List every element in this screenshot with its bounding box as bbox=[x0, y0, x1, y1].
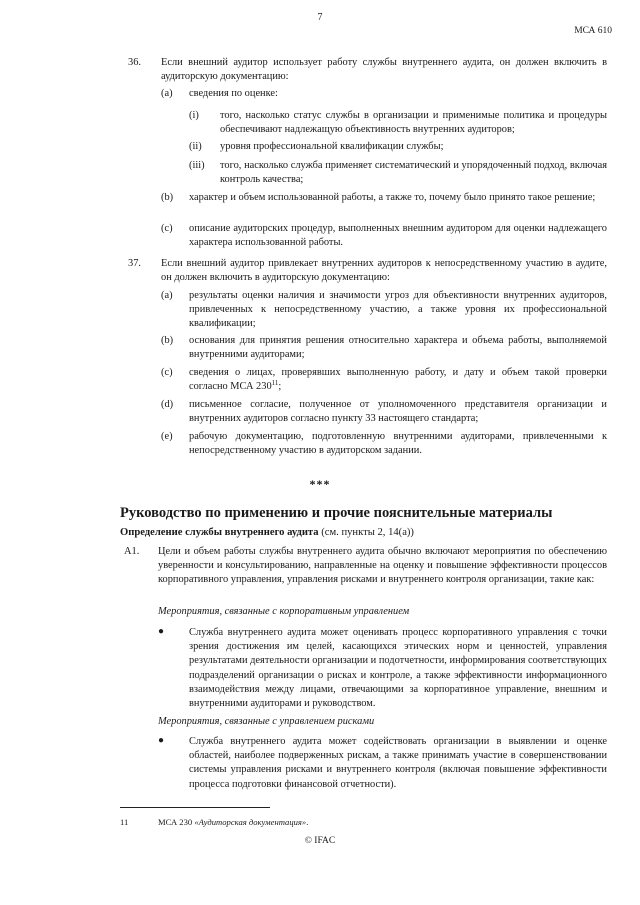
para-37b-label: (b) bbox=[161, 335, 174, 346]
para-36b-label: (b) bbox=[161, 192, 174, 203]
para-36a-label: (a) bbox=[161, 88, 173, 99]
para-37-text: Если внешний аудитор привлекает внутренних аудиторов к непосредственному участию в аудите, он должен включить в аудиторскую документацию: bbox=[161, 258, 607, 284]
para-37d-label: (d) bbox=[161, 399, 174, 410]
para-37e-label: (e) bbox=[161, 431, 173, 442]
bullet-icon: ● bbox=[158, 735, 165, 746]
governance-bullet-text: Служба внутреннего аудита может оценивать процесс корпоративного управления с точки зрения достижения им целей, касающихся этических норм и ценностей, управления результатами деятельности организации и подотчетности, информирования соответствующих подразделений организации о рисках и контроле, а также эффективности информационного взаимодействия между лицами, отвечающими за корпоративное управление, внешним и внутренними аудиторами и руководством. bbox=[189, 627, 607, 710]
para-37a-label: (a) bbox=[161, 290, 173, 301]
para-36a-i-text: того, насколько статус службы в организации и применимые политика и процедуры обеспечивают надлежащую объективность внутренних аудиторов; bbox=[220, 110, 607, 136]
para-36-number: 36. bbox=[128, 57, 141, 68]
para-a1-number: A1. bbox=[124, 546, 140, 557]
para-37c-label: (c) bbox=[161, 367, 173, 378]
footnote-text: МСА 230 «Аудиторская документация». bbox=[158, 817, 309, 827]
footnote-ref-11[interactable]: 11 bbox=[271, 379, 279, 388]
para-36c-text: описание аудиторских процедур, выполненных внешним аудитором для оценки надлежащего характера использованной работы. bbox=[189, 223, 607, 249]
para-37b-text: основания для принятия решения относительно характера и объема работы, выполняемой внутренними аудиторами; bbox=[189, 335, 607, 361]
para-36b-text: характер и объем использованной работы, а также то, почему было принято такое решение; bbox=[189, 192, 596, 203]
footnote-divider bbox=[120, 807, 270, 808]
para-36-text: Если внешний аудитор использует работу службы внутреннего аудита, он должен включить в аудиторскую документацию: bbox=[161, 57, 607, 83]
para-36a-iii-text: того, насколько служба применяет систематический и упорядоченный подход, включая контроль качества; bbox=[220, 160, 607, 186]
copyright: © IFAC bbox=[304, 836, 336, 846]
footnote-number: 11 bbox=[120, 817, 129, 827]
para-36c-label: (c) bbox=[161, 223, 173, 234]
para-37e-text: рабочую документацию, подготовленную внутренними аудиторами, привлеченными к непосредственному участию в аудиторском задании. bbox=[189, 431, 607, 457]
para-36a-text: сведения по оценке: bbox=[189, 88, 278, 99]
para-36a-i-label: (i) bbox=[189, 110, 199, 121]
standard-code: МСА 610 bbox=[574, 26, 612, 36]
para-a1-text: Цели и объем работы службы внутреннего аудита обычно включают мероприятия по обеспечению уверенности и консультированию, направленные на оценку и повышение эффективности процессов корпоративного управления, управления рисками и внутреннего контроля организации, такие как: bbox=[158, 546, 607, 586]
guidance-title: Руководство по применению и прочие пояснительные материалы bbox=[120, 505, 553, 521]
para-36a-ii-text: уровня профессиональной квалификации службы; bbox=[220, 141, 444, 152]
para-36a-iii-label: (iii) bbox=[189, 160, 205, 171]
governance-heading: Мероприятия, связанные с корпоративным управлением bbox=[158, 606, 410, 617]
para-37a-text: результаты оценки наличия и значимости угроз для объективности внутренних аудиторов, привлеченных к непосредственному участию, а также уровня их профессиональной квалификации; bbox=[189, 290, 607, 330]
risk-heading: Мероприятия, связанные с управлением рисками bbox=[158, 716, 375, 727]
page-number: 7 bbox=[317, 12, 323, 23]
para-37-number: 37. bbox=[128, 258, 141, 269]
section-separator: *** bbox=[309, 477, 331, 491]
para-37c-text: сведения о лицах, проверявших выполненную работу, и дату и объем такой проверки согласно МСА $230^{11}$; bbox=[189, 367, 607, 393]
guidance-subtitle: Определение службы внутреннего аудита (см. пункты 2, 14(a)) bbox=[120, 527, 414, 538]
para-36a-ii-label: (ii) bbox=[189, 141, 202, 152]
bullet-icon: ● bbox=[158, 626, 165, 637]
para-37d-text: письменное согласие, полученное от уполномоченного представителя организации и внутренних аудиторов согласно пункту 33 настоящего стандарта; bbox=[189, 399, 607, 425]
risk-bullet-text: Служба внутреннего аудита может содействовать организации в выявлении и оценке областей, наиболее подверженных рискам, а также принимать участие в совершенствовании системы управления рисками и внутреннего контроля (включая повышение эффективности процесса подготовки финансовой отчетности). bbox=[189, 736, 607, 790]
